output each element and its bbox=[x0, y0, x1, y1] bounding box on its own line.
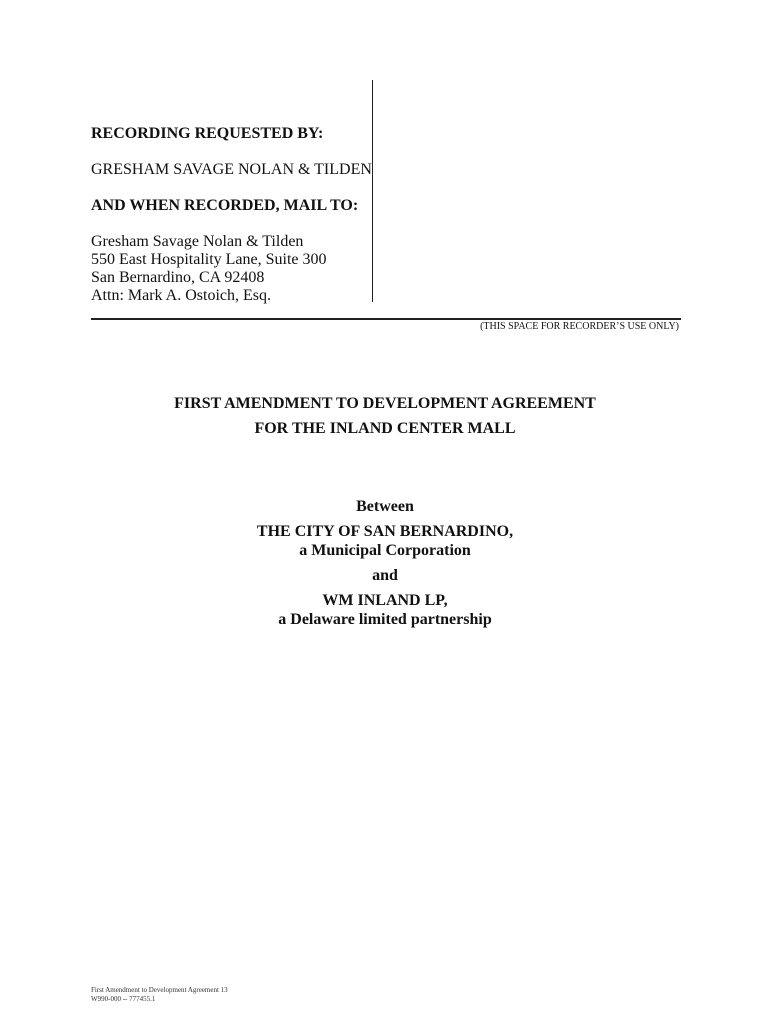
party2-description: a Delaware limited partnership bbox=[278, 611, 492, 628]
between-label: Between bbox=[356, 498, 414, 515]
party1-description: a Municipal Corporation bbox=[299, 542, 471, 559]
document-title-line1: FIRST AMENDMENT TO DEVELOPMENT AGREEMENT bbox=[174, 395, 596, 412]
address-line-city: San Bernardino, CA 92408 bbox=[91, 269, 265, 286]
recorder-space-divider-vertical bbox=[372, 80, 373, 302]
document-title-line2: FOR THE INLAND CENTER MALL bbox=[254, 420, 516, 437]
party2-name: WM INLAND LP, bbox=[322, 592, 448, 609]
address-line-firm: Gresham Savage Nolan & Tilden bbox=[91, 233, 304, 250]
recording-requested-by-label: RECORDING REQUESTED BY: bbox=[91, 125, 324, 142]
and-label: and bbox=[372, 567, 398, 584]
footer-document-id: W990-000 -- 777455.1 bbox=[91, 995, 156, 1003]
footer-document-name: First Amendment to Development Agreement 13 bbox=[91, 986, 228, 994]
recorder-use-note: (THIS SPACE FOR RECORDER’S USE ONLY) bbox=[480, 321, 679, 332]
mail-to-label: AND WHEN RECORDED, MAIL TO: bbox=[91, 197, 359, 214]
address-line-street: 550 East Hospitality Lane, Suite 300 bbox=[91, 251, 327, 268]
party1-name: THE CITY OF SAN BERNARDINO, bbox=[256, 523, 514, 540]
address-line-attn: Attn: Mark A. Ostoich, Esq. bbox=[91, 287, 271, 304]
requested-by-name: GRESHAM SAVAGE NOLAN & TILDEN bbox=[91, 161, 372, 178]
recorder-space-divider-horizontal bbox=[91, 318, 681, 320]
